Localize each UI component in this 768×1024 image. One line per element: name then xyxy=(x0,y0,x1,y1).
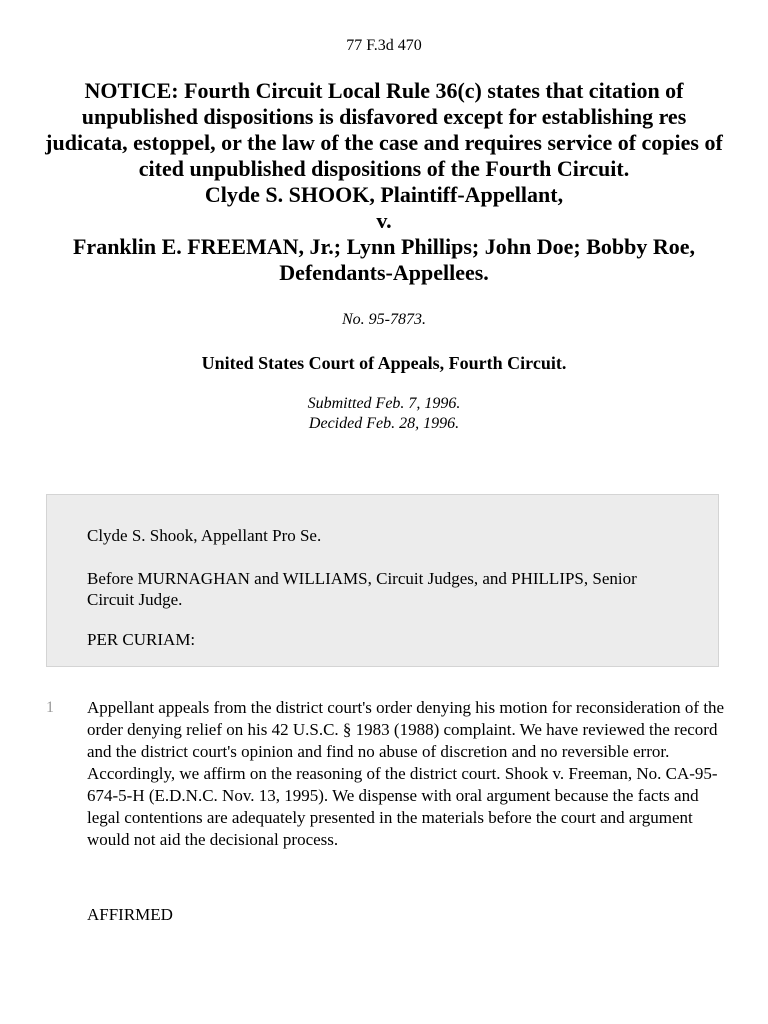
submitted-date: Submitted Feb. 7, 1996. xyxy=(307,395,461,412)
opinion-header-box xyxy=(46,494,719,667)
versus-text: v. xyxy=(376,208,392,233)
plaintiff-party: Clyde S. SHOOK, Plaintiff-Appellant, xyxy=(204,182,564,207)
notice-text: NOTICE: Fourth Circuit Local Rule 36(c) states that citation of unpublished dispositions is disfavored except for establishing res judicata, estoppel, or the law of the case and requires service of copies of cited unpublished dispositions of the Fourth Circuit. xyxy=(45,78,723,181)
panel-judges: Before MURNAGHAN and WILLIAMS, Circuit Judges, and PHILLIPS, Senior Circuit Judge. xyxy=(87,569,637,609)
per-curiam-label: PER CURIAM: xyxy=(87,630,196,649)
disposition: AFFIRMED xyxy=(87,905,173,924)
paragraph-text: Appellant appeals from the district court's order denying his motion for reconsideration of the order denying relief on his 42 U.S.C. § 1983 (1988) complaint. We have reviewed the record and the district court's opinion and find no abuse of discretion and no reversible error. Accordingly, we affirm on the reasoning of the district court. Shook v. Freeman, No. CA-95-674-5-H (E.D.N.C. Nov. 13, 1995). We dispense with oral argument because the facts and legal contentions are adequately presented in the materials before the court and argument would not aid the decisional process. xyxy=(87,698,725,849)
case-caption xyxy=(40,78,728,286)
opinion-body xyxy=(0,697,768,851)
decided-date: Decided Feb. 28, 1996. xyxy=(308,415,460,432)
defendants-party: Franklin E. FREEMAN, Jr.; Lynn Phillips; John Doe; Bobby Roe, Defendants-Appellees. xyxy=(72,234,695,285)
docket-number: No. 95-7873. xyxy=(342,311,426,328)
counsel-line: Clyde S. Shook, Appellant Pro Se. xyxy=(87,526,322,545)
citation: 77 F.3d 470 xyxy=(346,37,422,54)
paragraph-number[interactable]: 1 xyxy=(46,699,54,716)
decision-dates xyxy=(0,394,768,434)
opinion-paragraph xyxy=(0,697,768,851)
court-name: United States Court of Appeals, Fourth Circuit. xyxy=(201,353,567,373)
